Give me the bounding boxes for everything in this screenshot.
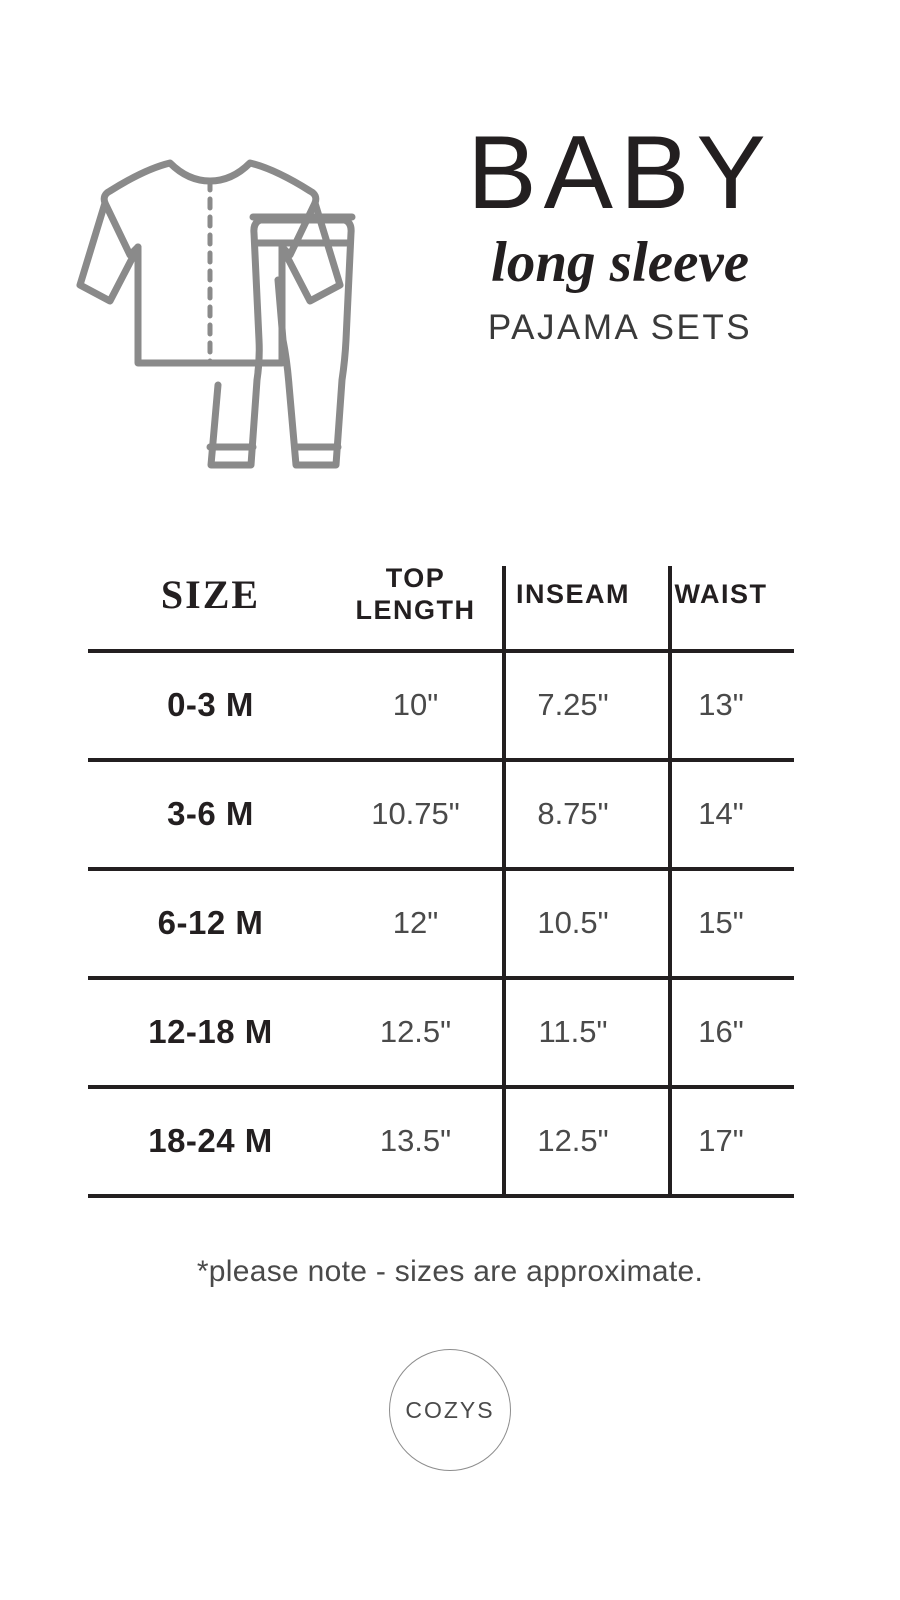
cell-inseam: 8.75" [498,760,648,869]
cell-top-length: 10.75" [333,760,498,869]
page-title: BABY [467,115,773,231]
column-header-size: SIZE [160,572,261,618]
cell-waist: 15" [648,869,794,978]
brand-logo-text: COZYS [405,1396,495,1423]
cell-waist: 13" [648,651,794,760]
cell-waist: 17" [648,1087,794,1196]
cell-waist: 14" [648,760,794,869]
cell-size: 6-12 M [88,869,333,978]
table-header-row [88,562,794,651]
column-header-top-length-line2: LENGTH [355,594,476,625]
cell-size: 3-6 M [88,760,333,869]
table-row [88,760,794,869]
column-divider-2 [668,566,672,1198]
cell-inseam: 10.5" [498,869,648,978]
table-header [88,562,794,651]
column-header-top-length-line1: TOP [385,563,446,593]
column-header-inseam: INSEAM [515,578,630,609]
title-block [440,115,800,348]
cell-inseam: 12.5" [498,1087,648,1196]
cell-size: 12-18 M [88,978,333,1087]
cell-size: 0-3 M [88,651,333,760]
header [0,0,900,545]
cell-waist: 16" [648,978,794,1087]
cell-inseam: 7.25" [498,651,648,760]
table-body [88,651,794,1196]
pajama-set-illustration [50,95,450,525]
column-header-top-length [333,562,498,651]
cell-top-length: 10" [333,651,498,760]
size-chart [88,562,794,1198]
cell-top-length: 12" [333,869,498,978]
footnote: *please note - sizes are approximate. [196,1255,704,1288]
cell-size: 18-24 M [88,1087,333,1196]
cell-top-length: 13.5" [333,1087,498,1196]
page-subtitle: PAJAMA SETS [487,307,753,347]
size-table [88,562,794,1198]
brand-logo [389,1349,511,1471]
table-row [88,978,794,1087]
cell-inseam: 11.5" [498,978,648,1087]
table-row [88,651,794,760]
page-subtitle-script: long sleeve [490,231,749,295]
column-divider-1 [502,566,506,1198]
table-row [88,869,794,978]
column-header-waist: WAIST [674,578,768,609]
cell-top-length: 12.5" [333,978,498,1087]
table-row [88,1087,794,1196]
